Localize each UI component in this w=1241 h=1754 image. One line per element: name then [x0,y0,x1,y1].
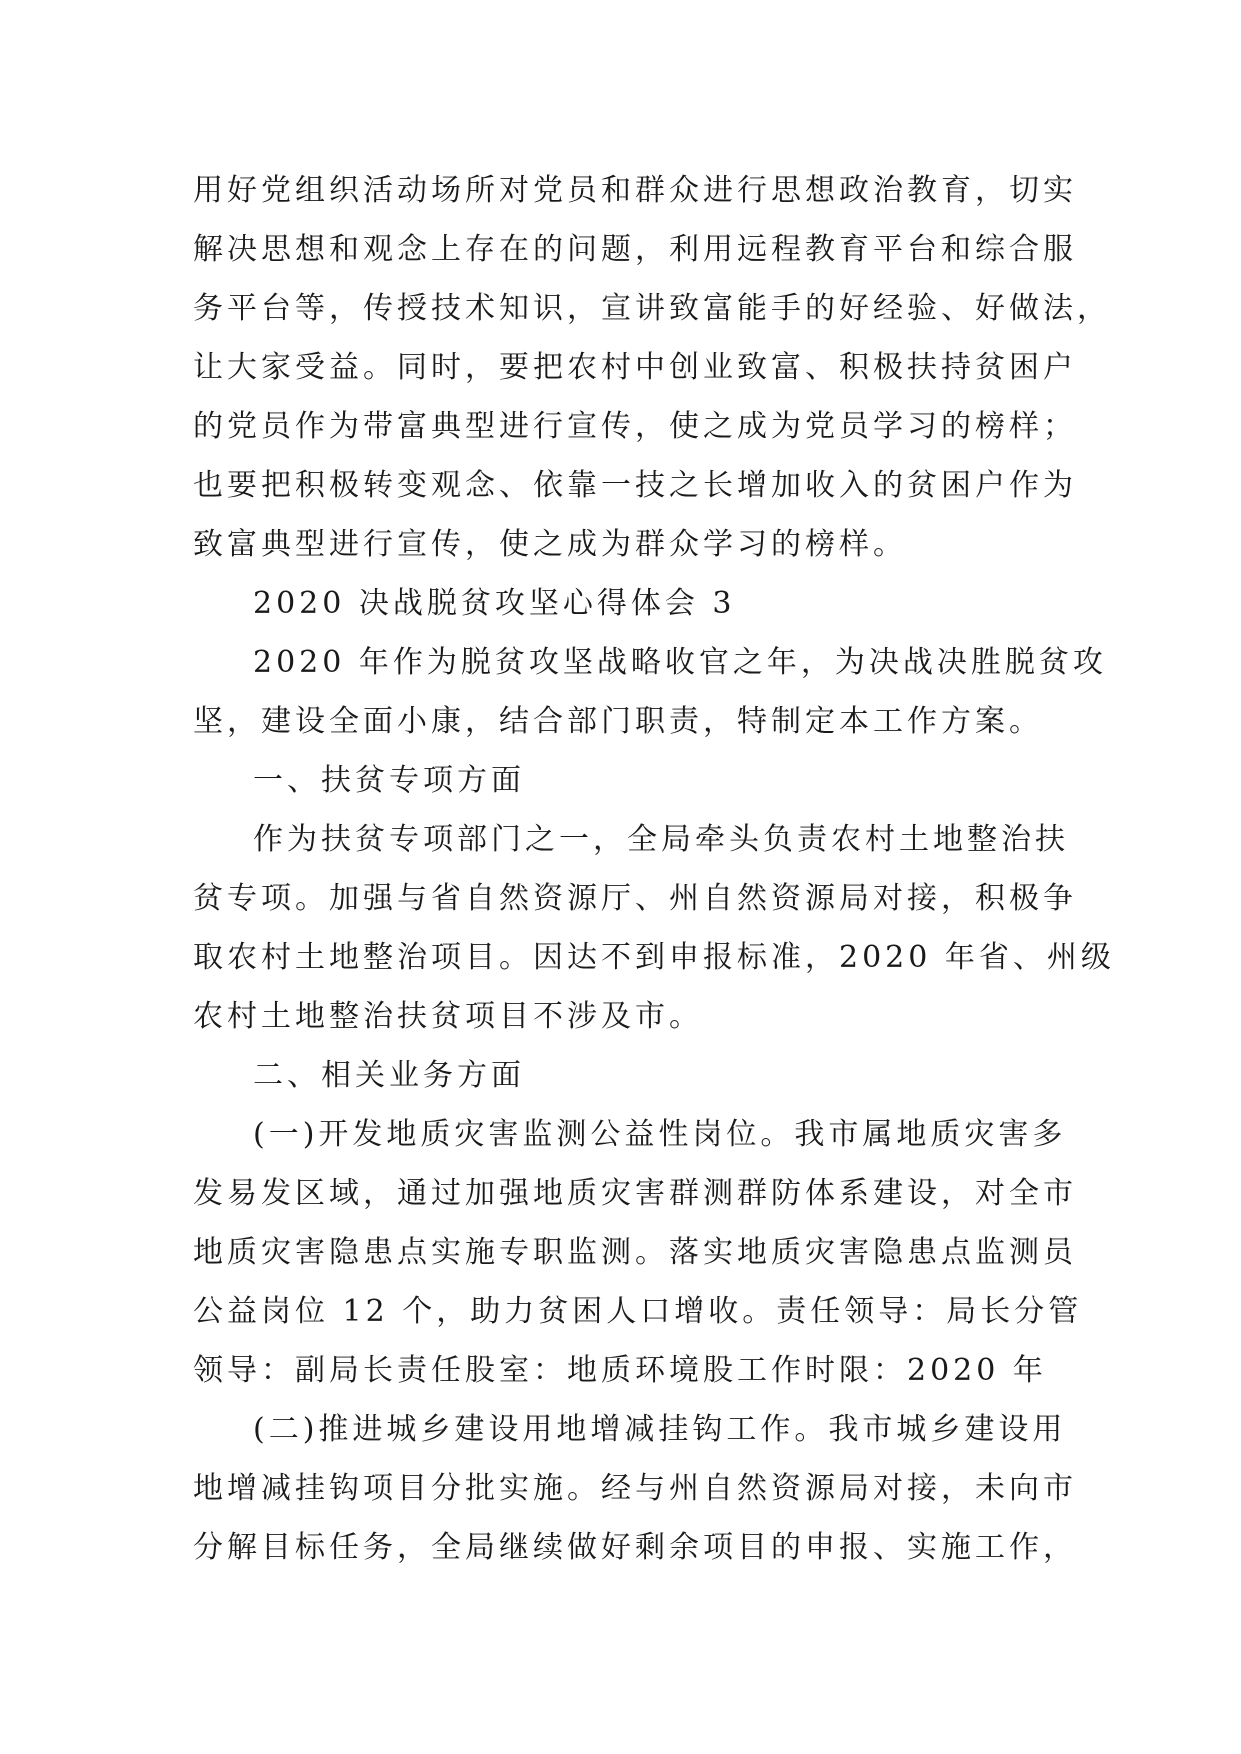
paragraph-line: 地质灾害隐患点实施专职监测。落实地质灾害隐患点监测员 [193,1235,1077,1270]
paragraph-line: 取农村土地整治项目。因达不到申报标准，2020 年省、州级 [193,940,1115,975]
paragraph-line: 2020 年作为脱贫攻坚战略收官之年，为决战决胜脱贫攻 [253,645,1107,680]
paragraph-line: 公益岗位 12 个，助力贫困人口增收。责任领导：局长分管 [193,1294,1083,1329]
paragraph-line: (二)推进城乡建设用地增减挂钩工作。我市城乡建设用 [253,1412,1067,1447]
paragraph-line: 贫专项。加强与省自然资源厅、州自然资源局对接，积极争 [193,881,1077,916]
paragraph-line: 务平台等，传授技术知识，宣讲致富能手的好经验、好做法， [193,291,1111,326]
paragraph-line: 坚，建设全面小康，结合部门职责，特制定本工作方案。 [193,704,1043,739]
paragraph-line: 地增减挂钩项目分批实施。经与州自然资源局对接，未向市 [193,1471,1077,1506]
paragraph-line: 也要把积极转变观念、依靠一技之长增加收入的贫困户作为 [193,468,1077,503]
paragraph-line: 领导：副局长责任股室：地质环境股工作时限：2020 年 [193,1353,1047,1388]
paragraph-line: 用好党组织活动场所对党员和群众进行思想政治教育，切实 [193,173,1077,208]
paragraph-line: 让大家受益。同时，要把农村中创业致富、积极扶持贫困户 [193,350,1077,385]
paragraph-line: 解决思想和观念上存在的问题，利用远程教育平台和综合服 [193,232,1077,267]
paragraph-line: 的党员作为带富典型进行宣传，使之成为党员学习的榜样； [193,409,1077,444]
paragraph-line: 发易发区域，通过加强地质灾害群测群防体系建设，对全市 [193,1176,1077,1211]
paragraph-line: (一)开发地质灾害监测公益性岗位。我市属地质灾害多 [253,1117,1067,1152]
section-title: 2020 决战脱贫攻坚心得体会 3 [253,586,736,621]
paragraph-line: 致富典型进行宣传，使之成为群众学习的榜样。 [193,527,907,562]
document-body [193,161,1115,1577]
section-heading: 一、扶贫专项方面 [253,763,525,798]
paragraph-line: 分解目标任务，全局继续做好剩余项目的申报、实施工作， [193,1530,1077,1565]
section-heading: 二、相关业务方面 [253,1058,525,1093]
paragraph-line: 农村土地整治扶贫项目不涉及市。 [193,999,703,1034]
paragraph-line: 作为扶贫专项部门之一，全局牵头负责农村土地整治扶 [253,822,1069,857]
